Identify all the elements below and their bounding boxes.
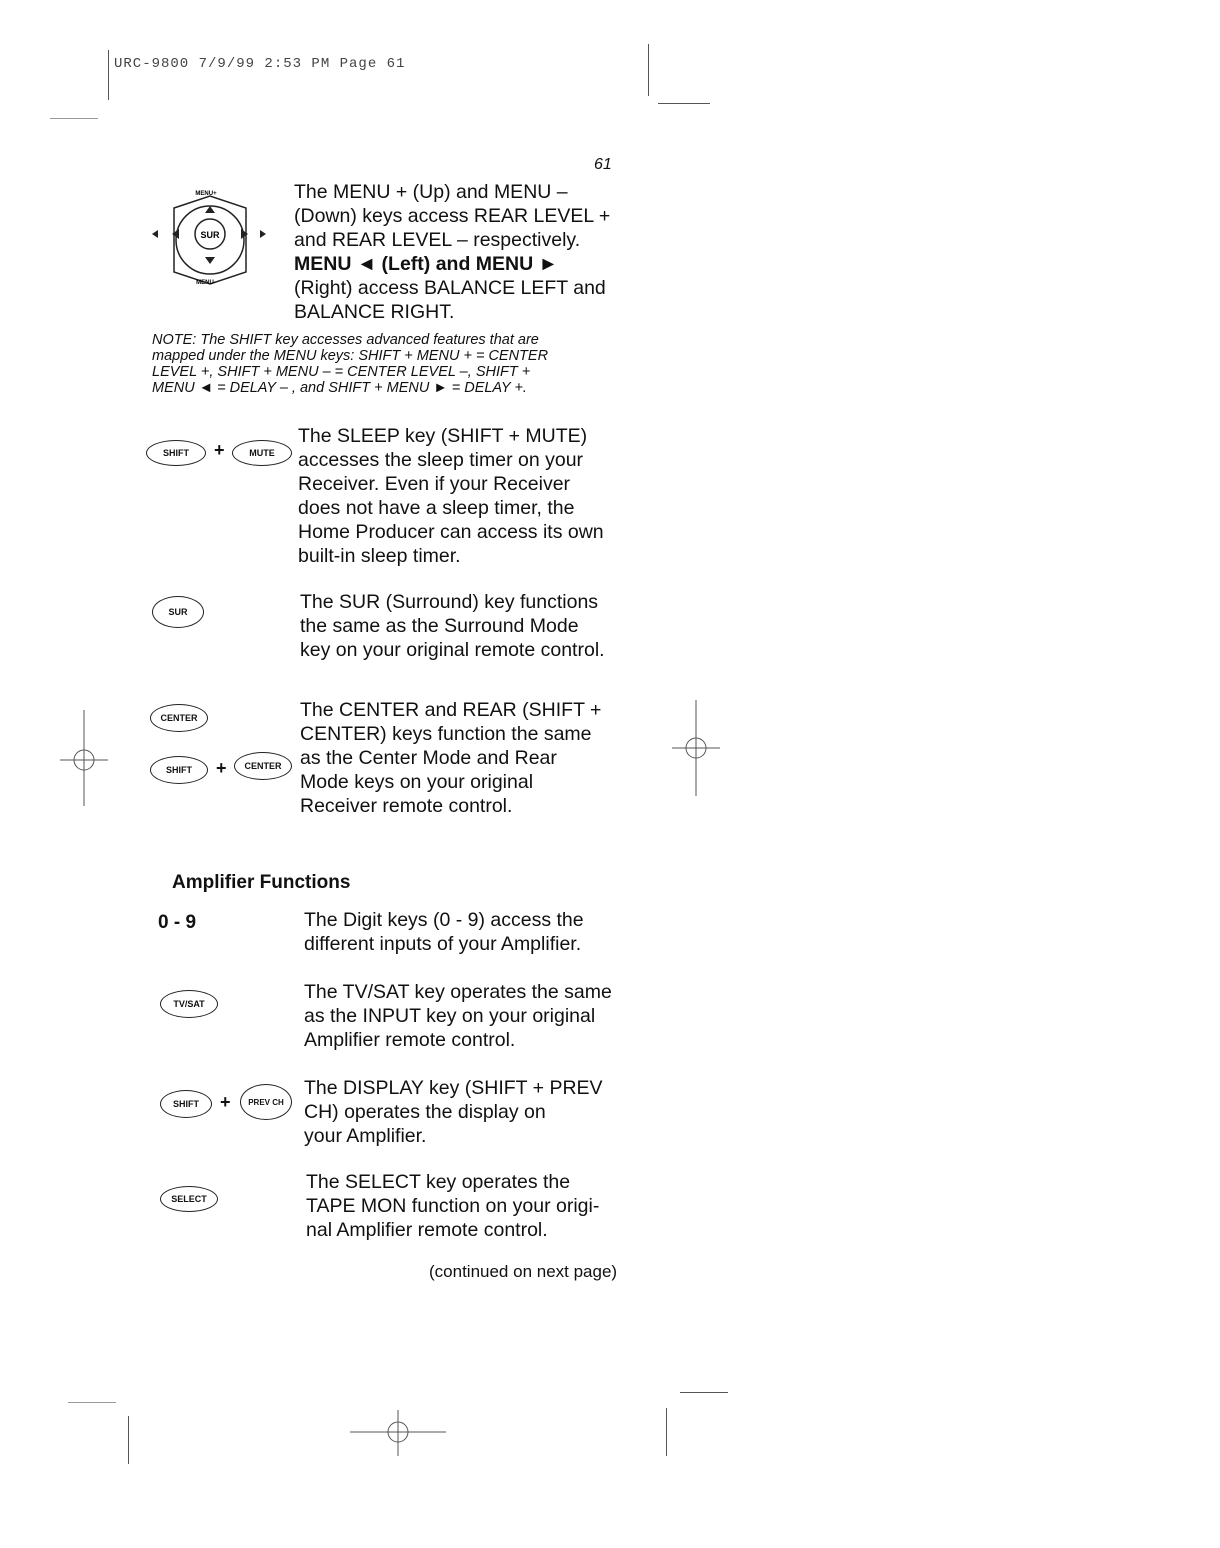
sleep-description: The SLEEP key (SHIFT + MUTE) accesses the sleep timer on your Receiver. Even if your Receiver does not have a sleep timer, the Home Producer can access its own built-in sleep timer. <box>298 425 604 567</box>
shift-key-icon: SHIFT <box>160 1090 212 1118</box>
display-description: The DISPLAY key (SHIFT + PREV CH) operates the display on your Amplifier. <box>304 1077 603 1147</box>
crop-mark <box>648 44 649 96</box>
plus-sign: + <box>220 1092 231 1112</box>
digits-description: The Digit keys (0 - 9) access the different inputs of your Amplifier. <box>304 909 584 955</box>
sur-key-icon: SUR <box>152 596 204 628</box>
plus-sign: + <box>216 758 227 778</box>
crop-mark <box>680 1392 728 1393</box>
arrow-down-icon <box>205 257 215 264</box>
dpad-illustration <box>150 188 270 288</box>
tvsat-description: The TV/SAT key operates the same as the INPUT key on your original Amplifier remote control. <box>304 981 612 1051</box>
crop-mark <box>666 1408 667 1456</box>
page-number: 61 <box>594 156 612 173</box>
center-key-icon: CENTER <box>234 752 292 780</box>
registration-mark <box>672 700 722 800</box>
arrow-up-icon <box>205 206 215 213</box>
mute-key-icon: MUTE <box>232 440 292 466</box>
digits-label: 0 - 9 <box>158 912 197 933</box>
shift-key-icon: SHIFT <box>146 440 206 466</box>
crop-mark <box>50 118 98 119</box>
note-block: NOTE: The SHIFT key accesses advanced features that are mapped under the MENU keys: SHIFT + MENU + = CENTER LEVEL +, SHIFT + MENU – = CENTER LEVEL –, SHIFT + MENU ◄ = DELAY – , and SHIFT + MENU ► = DELAY +. <box>152 332 549 396</box>
section-heading: Amplifier Functions <box>172 872 351 893</box>
sur-description: The SUR (Surround) key functions the same as the Surround Mode key on your original remote control. <box>300 591 605 661</box>
crop-mark <box>658 103 710 104</box>
select-key-icon: SELECT <box>160 1186 218 1212</box>
crop-mark <box>128 1416 129 1464</box>
center-description: The CENTER and REAR (SHIFT + CENTER) keys function the same as the Center Mode and Rear Mode keys on your original Receiver remote control. <box>300 699 602 817</box>
menu-description: The MENU + (Up) and MENU – (Down) keys access REAR LEVEL + and REAR LEVEL – respectively. MENU ◄ (Left) and MENU ► (Right) access BALANCE LEFT and BALANCE RIGHT. <box>294 181 611 323</box>
center-key-icon: CENTER <box>150 704 208 732</box>
dpad-bottom-label: MENU- <box>196 280 216 286</box>
registration-mark <box>60 710 110 810</box>
shift-key-icon: SHIFT <box>150 756 208 784</box>
registration-mark <box>350 1410 450 1460</box>
dpad-top-label: MENU+ <box>195 191 217 197</box>
plus-sign: + <box>214 440 225 460</box>
dpad-center-label: SUR <box>200 230 220 240</box>
prev-ch-key-icon: PREV CH <box>240 1084 292 1120</box>
select-description: The SELECT key operates the TAPE MON function on your origi- nal Amplifier remote control. <box>306 1171 600 1241</box>
tvsat-key-icon: TV/SAT <box>160 990 218 1018</box>
print-header: URC-9800 7/9/99 2:53 PM Page 61 <box>114 56 406 72</box>
continued-note: (continued on next page) <box>429 1262 618 1281</box>
crop-mark <box>108 50 109 100</box>
crop-mark <box>68 1402 116 1403</box>
